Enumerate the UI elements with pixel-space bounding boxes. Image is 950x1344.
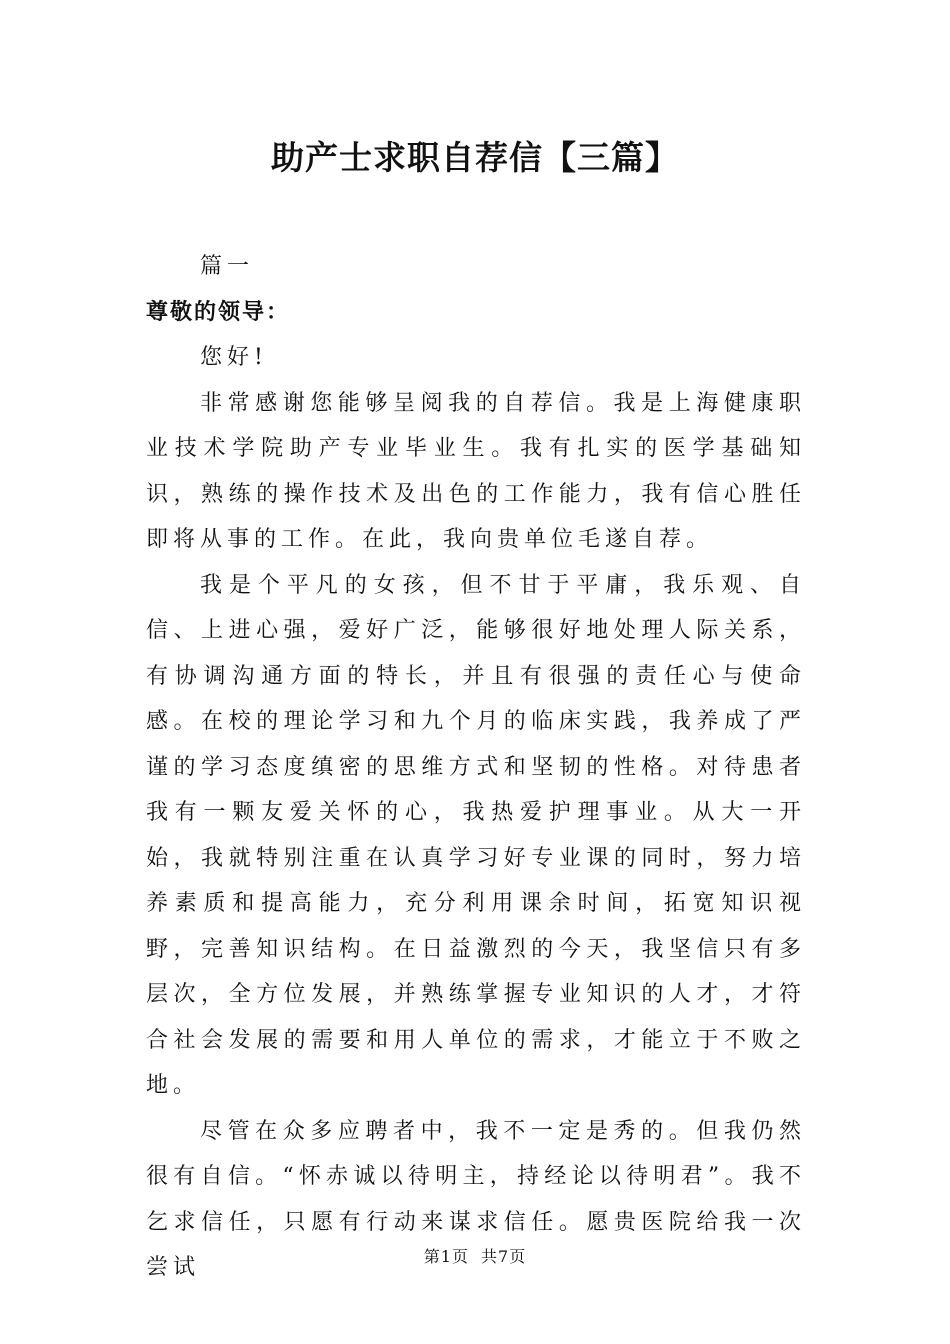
document-body xyxy=(146,244,806,1291)
greeting: 您好! xyxy=(200,345,268,370)
page-number: 第1页 xyxy=(423,1247,469,1266)
body-paragraph-1: 非常感谢您能够呈阅我的自荐信。我是上海健康职业技术学院助产专业毕业生。我有扎实的医学基础知识，熟练的操作技术及出色的工作能力，我有信心胜任即将从事的工作。在此，我向贵单位毛遂自荐。 xyxy=(146,390,806,552)
body-paragraph-2: 我是个平凡的女孩，但不甘于平庸，我乐观、自信、上进心强，爱好广泛，能够很好地处理人际关系，有协调沟通方面的特长，并且有很强的责任心与使命感。在校的理论学习和九个月的临床实践，我养成了严谨的学习态度缜密的思维方式和坚韧的性格。对待患者我有一颗友爱关怀的心，我热爱护理事业。从大一开始，我就特别注重在认真学习好专业课的同时，努力培养素质和提高能力，充分利用课余时间，拓宽知识视野，完善知识结构。在日益激烈的今天，我坚信只有多层次，全方位发展，并熟练掌握专业知识的人才，才符合社会发展的需要和用人单位的需求，才能立于不败之地。 xyxy=(146,572,806,1098)
salutation: 尊敬的领导： xyxy=(146,298,291,325)
body-paragraph-3: 尽管在众多应聘者中，我不一定是秀的。但我仍然很有自信。“怀赤诚以待明主，持经论以待明君”。我不乞求信任，只愿有行动来谋求信任。愿贵医院给我一次尝试 xyxy=(146,1118,806,1280)
section-label: 篇一 xyxy=(200,254,255,279)
document-title: 助产士求职自荐信【三篇】 xyxy=(271,138,679,177)
page-total: 共7页 xyxy=(481,1247,527,1266)
page-footer xyxy=(0,1244,950,1267)
